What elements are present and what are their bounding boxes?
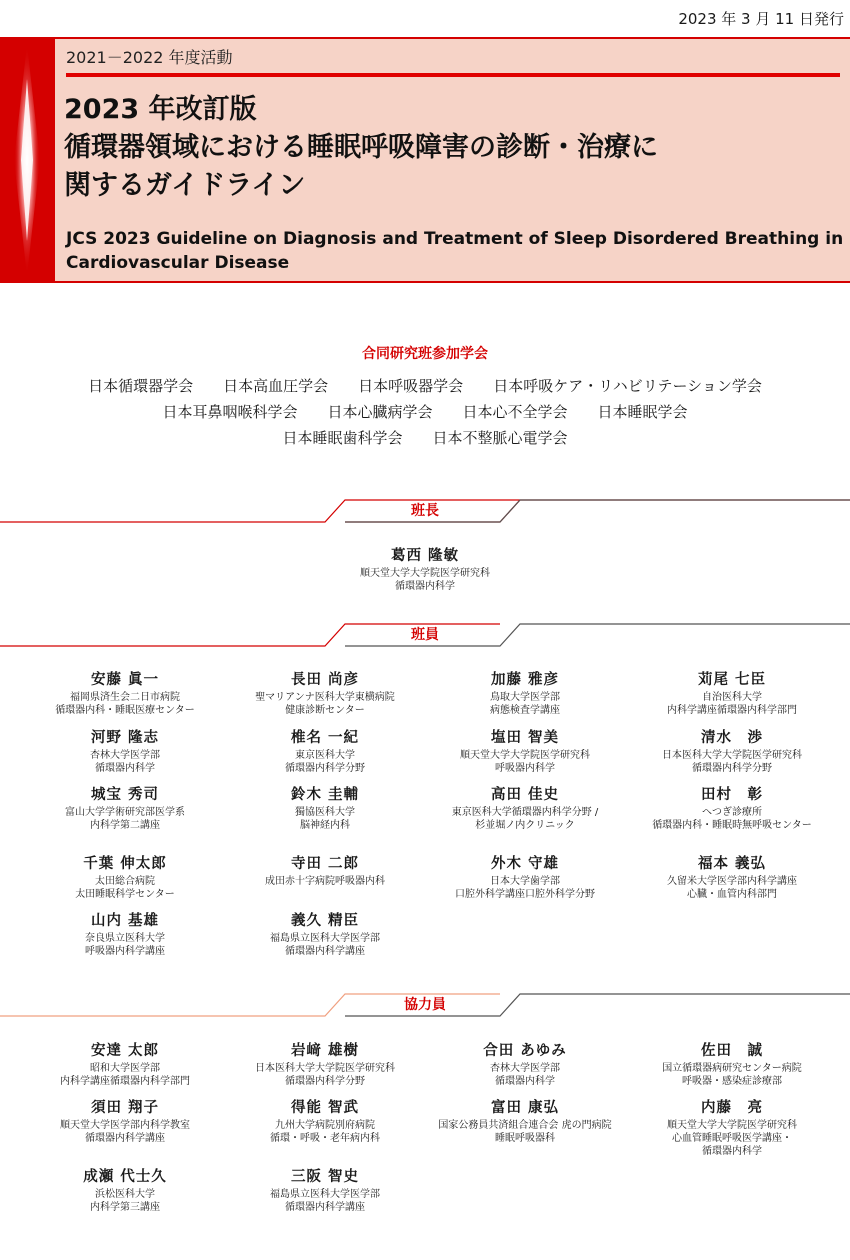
section-title-collaborators: 協力員	[404, 997, 446, 1013]
section-title-members: 班員	[411, 627, 439, 643]
society-name: 日本循環器学会	[88, 377, 194, 395]
societies-heading: 合同研究班参加学会	[362, 346, 488, 362]
collaborator-person	[219, 1165, 431, 1214]
member-person	[626, 668, 838, 717]
person-affiliation: 日本医科大学大学院医学研究科 循環器内科学分野	[662, 750, 802, 774]
section-divider-members	[0, 620, 850, 650]
society-name: 日本高血圧学会	[223, 377, 329, 395]
section-title-chief: 班長	[411, 503, 439, 519]
person-affiliation: 東京医科大学 循環器内科学分野	[285, 750, 365, 774]
publication-date: 2023 年 3 月 11 日発行	[678, 10, 844, 28]
society-name: 日本心臓病学会	[327, 403, 433, 421]
person-affiliation: 日本大学歯学部 口腔外科学講座口腔外科学分野	[455, 876, 595, 900]
title-japanese	[64, 91, 658, 205]
society-row	[0, 399, 850, 425]
person-affiliation: 久留米大学医学部内科学講座 心臓・血管内科部門	[667, 876, 797, 900]
person-affiliation: 昭和大学医学部 内科学講座循環器内科学部門	[60, 1063, 190, 1087]
person-affiliation: 自治医科大学 内科学講座循環器内科学部門	[667, 692, 797, 716]
member-person	[419, 783, 631, 832]
person-name: 河野 隆志	[90, 729, 160, 746]
person-name: 成瀬 代士久	[83, 1168, 167, 1185]
person-name: 田村 彰	[701, 786, 763, 803]
person-name: 得能 智武	[290, 1099, 360, 1116]
society-name: 日本呼吸器学会	[358, 377, 464, 395]
person-affiliation: 聖マリアンナ医科大学東横病院 健康診断センター	[255, 692, 395, 716]
person-name: 苅尾 七臣	[697, 671, 767, 688]
person-affiliation: 成田赤十字病院呼吸器内科	[265, 876, 385, 887]
person-name: 鈴木 圭輔	[290, 786, 360, 803]
person-affiliation: 日本医科大学大学院医学研究科 循環器内科学分野	[255, 1063, 395, 1087]
collaborator-person	[219, 1096, 431, 1145]
person-name: 加藤 雅彦	[490, 671, 560, 688]
society-row	[0, 373, 850, 399]
banner-side-decoration	[0, 39, 55, 281]
society-name: 日本睡眠歯科学会	[282, 429, 403, 447]
title-rule	[66, 73, 840, 77]
person-affiliation: 鳥取大学医学部 病態検査学講座	[490, 692, 560, 716]
title-jp-line-2: 循環器領域における睡眠呼吸障害の診断・治療に	[64, 132, 658, 163]
societies-list	[0, 373, 850, 451]
person-name: 椎名 一紀	[290, 729, 360, 746]
member-person	[626, 783, 838, 832]
member-person	[419, 668, 631, 717]
title-banner	[0, 37, 850, 283]
person-affiliation: 東京医科大学循環器内科学分野 / 杉並堀ノ内クリニック	[451, 807, 599, 831]
collaborator-person	[419, 1039, 631, 1088]
person-name: 福本 義弘	[697, 855, 767, 872]
member-person	[419, 726, 631, 775]
person-affiliation: 国立循環器病研究センター病院 呼吸器・感染症診療部	[662, 1063, 802, 1087]
person-name: 佐田 誠	[701, 1042, 763, 1059]
member-person	[219, 909, 431, 958]
person-affiliation: 奈良県立医科大学 呼吸器内科学講座	[85, 933, 165, 957]
person-affiliation: 獨協医科大学 脳神経内科	[295, 807, 355, 831]
person-affiliation: 杏林大学医学部 循環器内科学	[90, 750, 160, 774]
person-affiliation: 福岡県済生会二日市病院 循環器内科・睡眠医療センター	[55, 692, 195, 716]
person-affiliation: 福島県立医科大学医学部 循環器内科学講座	[270, 933, 380, 957]
person-name: 長田 尚彦	[290, 671, 360, 688]
person-affiliation: 太田総合病院 太田睡眠科学センター	[75, 876, 175, 900]
collaborator-person	[219, 1039, 431, 1088]
collaborator-person	[19, 1165, 231, 1214]
collaborator-person	[19, 1096, 231, 1145]
person-name: 安藤 眞一	[90, 671, 160, 688]
society-row	[0, 425, 850, 451]
person-name: 合田 あゆみ	[483, 1042, 567, 1059]
person-affiliation: 順天堂大学大学院医学研究科 心血管睡眠呼吸医学講座・ 循環器内科学	[667, 1120, 797, 1157]
member-person	[219, 668, 431, 717]
person-name: 山内 基雄	[90, 912, 160, 929]
person-name: 富田 康弘	[490, 1099, 560, 1116]
person-affiliation: 順天堂大学大学院医学研究科 呼吸器内科学	[460, 750, 590, 774]
person-name: 塩田 智美	[490, 729, 560, 746]
person-affiliation: 国家公務員共済組合連合会 虎の門病院 睡眠呼吸器科	[438, 1120, 612, 1144]
member-person	[419, 852, 631, 901]
person-name: 須田 翔子	[90, 1099, 160, 1116]
person-name: 岩﨑 雄樹	[290, 1042, 360, 1059]
person-name: 内藤 亮	[701, 1099, 763, 1116]
person-affiliation: 九州大学病院別府病院 循環・呼吸・老年病内科	[270, 1120, 380, 1144]
person-affiliation: 富山大学学術研究部医学系 内科学第二講座	[65, 807, 185, 831]
person-name: 城宝 秀司	[90, 786, 160, 803]
person-name: 高田 佳史	[490, 786, 560, 803]
member-person	[626, 726, 838, 775]
activity-period: 2021－2022 年度活動	[66, 48, 233, 67]
title-english	[66, 227, 843, 275]
society-name: 日本睡眠学会	[597, 403, 688, 421]
member-person	[19, 668, 231, 717]
person-affiliation: 福島県立医科大学医学部 循環器内科学講座	[270, 1189, 380, 1213]
collaborator-person	[626, 1096, 838, 1158]
member-person	[19, 726, 231, 775]
collaborator-person	[19, 1039, 231, 1088]
person-affiliation: 順天堂大学大学院医学研究科 循環器内科学	[360, 568, 490, 592]
member-person	[219, 783, 431, 832]
member-person	[219, 726, 431, 775]
section-divider-collaborators	[0, 990, 850, 1020]
person-name: 三阪 智史	[290, 1168, 360, 1185]
section-divider-chief	[0, 496, 850, 526]
person-name: 寺田 二郎	[290, 855, 360, 872]
person-affiliation: 浜松医科大学 内科学第三講座	[90, 1189, 160, 1213]
person-name: 外木 守雄	[490, 855, 560, 872]
person-name: 清水 渉	[701, 729, 763, 746]
title-jp-line-1: 2023 年改訂版	[64, 94, 257, 125]
person-name: 義久 精臣	[290, 912, 360, 929]
member-person	[19, 783, 231, 832]
member-person	[219, 852, 431, 888]
member-person	[626, 852, 838, 901]
society-name: 日本心不全学会	[462, 403, 568, 421]
society-name: 日本不整脈心電学会	[432, 429, 568, 447]
person-name: 安達 太郎	[90, 1042, 160, 1059]
collaborator-person	[626, 1039, 838, 1088]
title-jp-line-3: 関するガイドライン	[64, 170, 306, 201]
title-en-line-1: JCS 2023 Guideline on Diagnosis and Treatment of Sleep Disordered Breathing in	[66, 229, 844, 249]
person-name: 千葉 伸太郎	[83, 855, 167, 872]
title-en-line-2: Cardiovascular Disease	[66, 253, 290, 273]
society-name: 日本呼吸ケア・リハビリテーション学会	[493, 377, 762, 395]
person-affiliation: 順天堂大学医学部内科学教室 循環器内科学講座	[60, 1120, 190, 1144]
chief-person	[319, 544, 531, 593]
person-name: 葛西 隆敏	[390, 547, 460, 564]
society-name: 日本耳鼻咽喉科学会	[162, 403, 298, 421]
member-person	[19, 852, 231, 901]
person-affiliation: へつぎ診療所 循環器内科・睡眠時無呼吸センター	[652, 807, 812, 831]
member-person	[19, 909, 231, 958]
collaborator-person	[419, 1096, 631, 1145]
person-affiliation: 杏林大学医学部 循環器内科学	[490, 1063, 560, 1087]
